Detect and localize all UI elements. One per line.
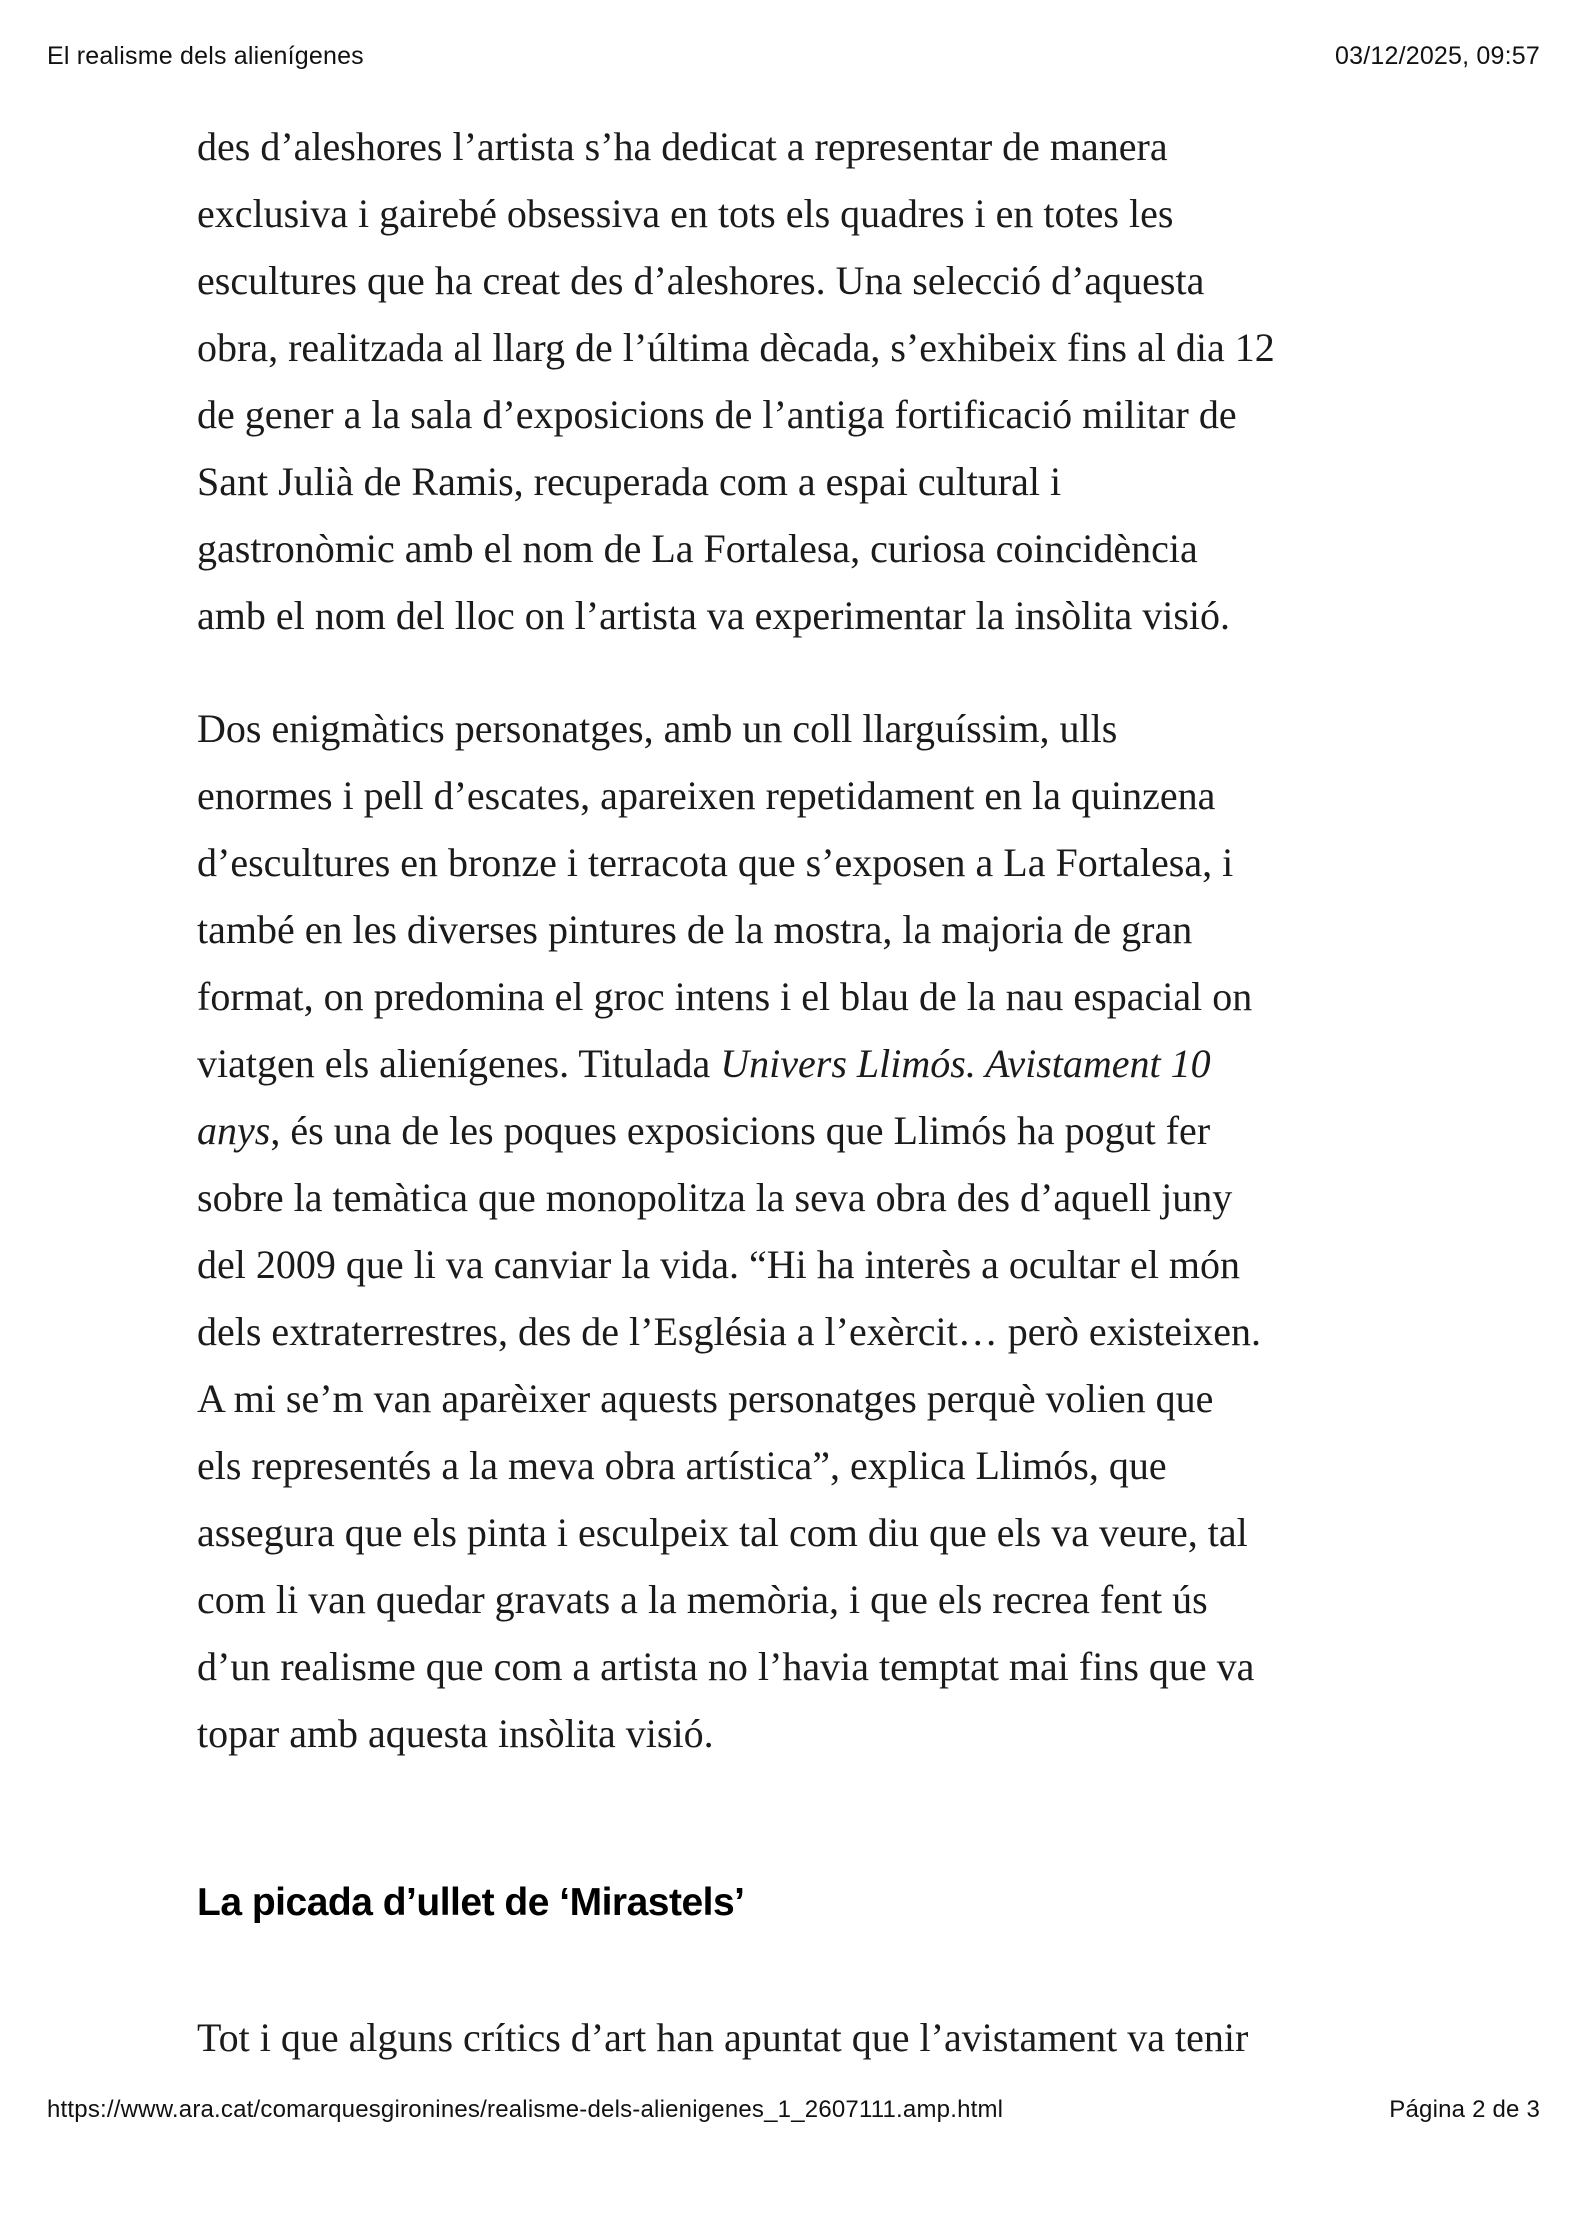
- print-header-datetime: 03/12/2025, 09:57: [1335, 42, 1540, 70]
- text-segment: els representés a la meva obra artística”, explica Llimós, que: [197, 1443, 1167, 1488]
- text-line: [197, 896, 1467, 963]
- text-segment: com li van quedar gravats a la memòria, i que els recrea fent ús: [197, 1577, 1208, 1622]
- text-line: [197, 2004, 1467, 2071]
- text-line: [197, 314, 1467, 381]
- text-line: [197, 180, 1467, 247]
- print-footer: [47, 2096, 1540, 2124]
- text-segment: sobre la temàtica que monopolitza la seva obra des d’aquell juny: [197, 1175, 1233, 1220]
- text-line: [197, 963, 1467, 1030]
- text-line: [197, 1879, 1467, 1926]
- text-segment: del 2009 que li va canviar la vida. “Hi ha interès a ocultar el món: [197, 1242, 1240, 1287]
- section-heading: [197, 1879, 1467, 1926]
- text-segment: Sant Julià de Ramis, recuperada com a espai cultural i: [197, 459, 1062, 504]
- text-segment: , és una de les poques exposicions que Llimós ha pogut fer: [270, 1108, 1211, 1153]
- paragraph: [197, 2004, 1467, 2071]
- text-line: [197, 1633, 1467, 1700]
- text-line: [197, 381, 1467, 448]
- text-line: [197, 829, 1467, 896]
- text-segment: viatgen els alienígenes. Titulada: [197, 1041, 721, 1086]
- text-line: [197, 1365, 1467, 1432]
- text-line: [197, 695, 1467, 762]
- text-line: [197, 1030, 1467, 1097]
- text-segment-italic: anys: [197, 1108, 271, 1153]
- text-segment: Tot i que alguns crítics d’art han apuntat que l’avistament va tenir: [197, 2015, 1249, 2060]
- text-segment: format, on predomina el groc intens i el blau de la nau espacial on: [197, 974, 1253, 1019]
- text-segment: exclusiva i gairebé obsessiva en tots els quadres i en totes les: [197, 191, 1174, 236]
- text-segment: escultures que ha creat des d’aleshores. Una selecció d’aquesta: [197, 258, 1205, 303]
- print-footer-page-label: Página 2 de 3: [1389, 2096, 1540, 2123]
- text-segment-italic: Univers Llimós. Avistament 10: [720, 1041, 1211, 1086]
- text-line: [197, 448, 1467, 515]
- text-line: [197, 113, 1467, 180]
- text-segment: d’un realisme que com a artista no l’havia temptat mai fins que va: [197, 1644, 1255, 1689]
- text-line: [197, 1566, 1467, 1633]
- text-segment: de gener a la sala d’exposicions de l’antiga fortificació militar de: [197, 392, 1237, 437]
- text-segment: d’escultures en bronze i terracota que s’exposen a La Fortalesa, i: [197, 840, 1234, 885]
- text-segment: assegura que els pinta i esculpeix tal com diu que els va veure, tal: [197, 1510, 1248, 1555]
- text-segment: enormes i pell d’escates, apareixen repetidament en la quinzena: [197, 773, 1216, 818]
- text-segment: també en les diverses pintures de la mostra, la majoria de gran: [197, 907, 1193, 952]
- text-line: [197, 1164, 1467, 1231]
- print-header: [47, 42, 1540, 71]
- text-line: [197, 1298, 1467, 1365]
- text-segment: des d’aleshores l’artista s’ha dedicat a representar de manera: [197, 124, 1168, 169]
- print-footer-url: https://www.ara.cat/comarquesgironines/realisme-dels-alienigenes_1_2607111.amp.html: [47, 2096, 1004, 2123]
- text-segment: dels extraterrestres, des de l’Església a l’exèrcit… però existeixen.: [197, 1309, 1262, 1354]
- paragraph: [197, 695, 1467, 1767]
- text-line: [197, 762, 1467, 829]
- text-segment: gastronòmic amb el nom de La Fortalesa, curiosa coincidència: [197, 526, 1198, 571]
- text-segment: amb el nom del lloc on l’artista va experimentar la insòlita visió.: [197, 593, 1231, 638]
- text-line: [197, 582, 1467, 649]
- text-segment: obra, realitzada al llarg de l’última dècada, s’exhibeix fins al dia 12: [197, 325, 1275, 370]
- article-body: [197, 113, 1467, 2071]
- text-segment: Dos enigmàtics personatges, amb un coll llarguíssim, ulls: [197, 706, 1118, 751]
- print-header-title: El realisme dels alienígenes: [47, 42, 364, 70]
- text-segment: A mi se’m van aparèixer aquests personatges perquè volien que: [197, 1376, 1214, 1421]
- text-line: [197, 1499, 1467, 1566]
- text-line: [197, 1231, 1467, 1298]
- text-line: [197, 1700, 1467, 1767]
- text-line: [197, 247, 1467, 314]
- text-line: [197, 515, 1467, 582]
- text-line: [197, 1097, 1467, 1164]
- text-line: [197, 1432, 1467, 1499]
- text-segment: La picada d’ullet de ‘Mirastels’: [197, 1881, 745, 1924]
- paragraph: [197, 113, 1467, 649]
- text-segment: topar amb aquesta insòlita visió.: [197, 1711, 714, 1756]
